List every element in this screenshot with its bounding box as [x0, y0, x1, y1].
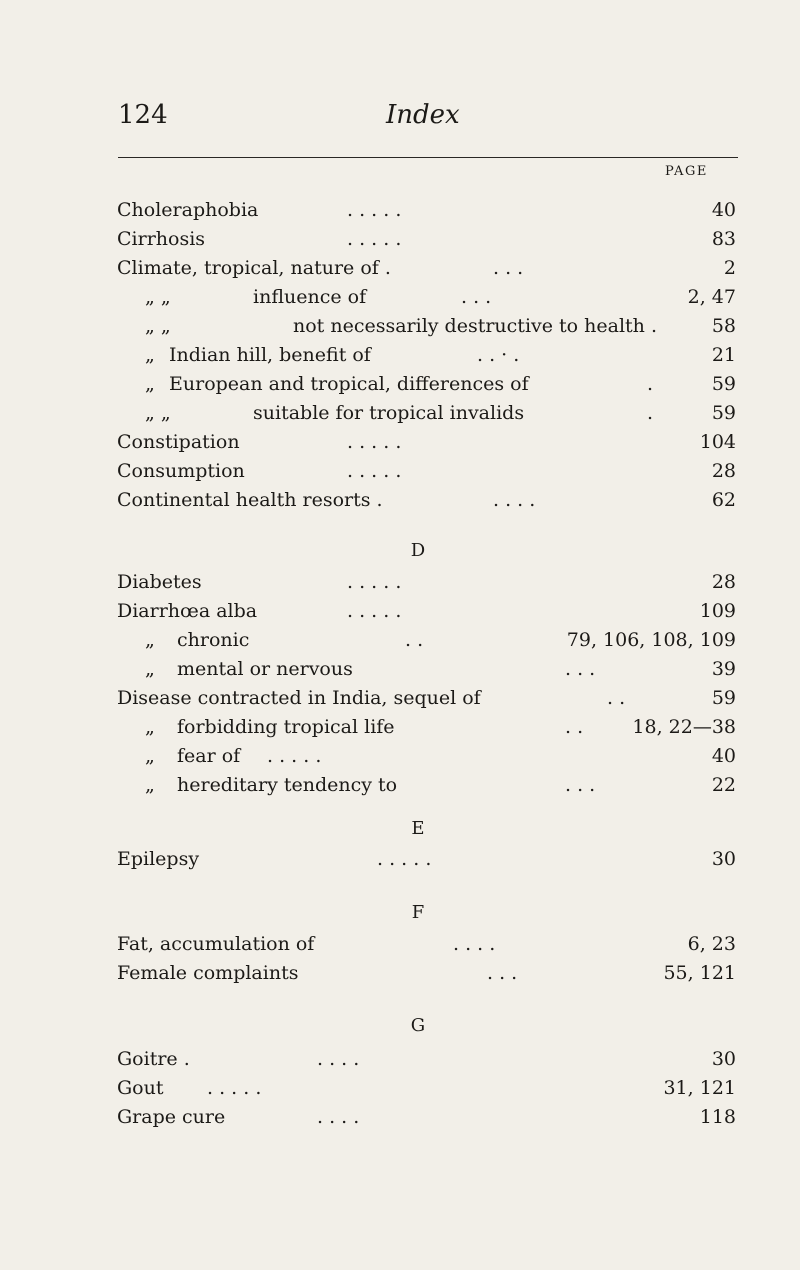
page-column-label: PAGE — [665, 164, 708, 179]
entry-label: suitable for tropical invalids — [253, 402, 525, 424]
leader-dots: . . . . . — [347, 199, 402, 221]
leader-dots: . . · . — [477, 344, 520, 366]
entry-label: not necessarily destructive to health . — [293, 315, 657, 337]
entry-page: 31, 121 — [663, 1077, 736, 1099]
index-entry — [117, 684, 736, 712]
running-title: Index — [386, 100, 460, 130]
entry-page: 39 — [711, 658, 736, 680]
entry-label: Constipation — [117, 431, 240, 453]
ditto-mark: „ — [145, 629, 155, 651]
index-entry — [117, 771, 736, 799]
leader-dots: . . . . — [317, 1048, 360, 1070]
index-entry — [117, 283, 736, 311]
leader-dots: . — [647, 373, 654, 395]
leader-dots: . . . — [565, 658, 596, 680]
entry-label: Continental health resorts . — [117, 489, 383, 511]
index-entry — [117, 341, 736, 369]
leader-dots: . . . . . — [347, 460, 402, 482]
leader-dots: . . . . . — [377, 848, 432, 870]
entry-label: Diarrhœa alba — [117, 600, 258, 622]
section-letter-d: D — [410, 540, 426, 561]
leader-dots: . . . — [565, 774, 596, 796]
index-entry — [117, 845, 736, 873]
leader-dots: . . — [607, 687, 626, 709]
leader-dots: . . . — [493, 257, 524, 279]
index-entry — [117, 486, 736, 514]
section-letter-f: F — [411, 902, 425, 923]
ditto-mark: „ „ — [145, 402, 171, 424]
leader-dots: . . . . . — [347, 571, 402, 593]
entry-label: Disease contracted in India, sequel of — [117, 687, 481, 709]
entry-label: Fat, accumulation of — [117, 933, 315, 955]
entry-page: 59 — [711, 373, 736, 395]
ditto-mark: „ — [145, 774, 155, 796]
ditto-mark: „ — [145, 658, 155, 680]
entry-label: chronic — [177, 629, 250, 651]
leader-dots: . . . . . — [267, 745, 322, 767]
entry-label: hereditary tendency to — [177, 774, 398, 796]
entry-label: Diabetes — [117, 571, 202, 593]
leader-dots: . . . . . — [207, 1077, 262, 1099]
section-letter-g: G — [410, 1015, 426, 1036]
index-entry — [117, 254, 736, 282]
index-entry — [117, 742, 736, 770]
entry-label: forbidding tropical life — [177, 716, 395, 738]
entry-page: 118 — [699, 1106, 736, 1128]
ditto-mark: „ „ — [145, 286, 171, 308]
entry-page: 62 — [711, 489, 736, 511]
leader-dots: . . . . . — [347, 228, 402, 250]
index-entry — [117, 399, 736, 427]
entry-page: 22 — [711, 774, 736, 796]
entry-label: Gout — [117, 1077, 164, 1099]
index-entry — [117, 713, 736, 741]
entry-page: 30 — [711, 848, 736, 870]
leader-dots: . . . . — [493, 489, 536, 511]
entry-page: 79, 106, 108, 109 — [566, 629, 736, 651]
index-entry — [117, 370, 736, 398]
index-entry — [117, 597, 736, 625]
entry-page: 2, 47 — [687, 286, 736, 308]
ditto-mark: „ — [145, 745, 155, 767]
entry-page: 2 — [723, 257, 736, 279]
entry-page: 59 — [711, 687, 736, 709]
leader-dots: . . . . — [453, 933, 496, 955]
ditto-mark: „ — [145, 716, 155, 738]
entry-label: influence of — [253, 286, 367, 308]
index-entry — [117, 196, 736, 224]
ditto-mark: „ „ — [145, 315, 171, 337]
entry-page: 40 — [711, 745, 736, 767]
leader-dots: . . . — [461, 286, 492, 308]
index-entry — [117, 225, 736, 253]
leader-dots: . . . — [487, 962, 518, 984]
entry-page: 104 — [699, 431, 736, 453]
entry-label: Epilepsy — [117, 848, 200, 870]
index-entry — [117, 312, 736, 340]
entry-page: 21 — [711, 344, 736, 366]
leader-dots: . . — [565, 716, 584, 738]
ditto-mark: „ — [145, 373, 155, 395]
entry-label: Grape cure — [117, 1106, 226, 1128]
leader-dots: . . — [405, 629, 424, 651]
entry-label: Female complaints — [117, 962, 299, 984]
index-entry — [117, 1103, 736, 1131]
entry-page: 28 — [711, 460, 736, 482]
index-entry — [117, 428, 736, 456]
section-letter-e: E — [411, 818, 425, 839]
entry-page: 55, 121 — [663, 962, 736, 984]
index-entry — [117, 655, 736, 683]
entry-label: Consumption — [117, 460, 245, 482]
leader-dots: . . . . . — [347, 431, 402, 453]
page-number: 124 — [118, 100, 168, 130]
index-entry — [117, 568, 736, 596]
leader-dots: . . . . . — [347, 600, 402, 622]
index-entry — [117, 626, 736, 654]
entry-page: 83 — [711, 228, 736, 250]
entry-label: Climate, tropical, nature of . — [117, 257, 391, 279]
entry-label: Choleraphobia — [117, 199, 259, 221]
entry-page: 6, 23 — [687, 933, 736, 955]
leader-dots: . . . . — [317, 1106, 360, 1128]
entry-label: Cirrhosis — [117, 228, 206, 250]
entry-label: mental or nervous — [177, 658, 353, 680]
entry-label: Goitre . — [117, 1048, 190, 1070]
entry-page: 109 — [699, 600, 736, 622]
entry-page: 40 — [711, 199, 736, 221]
page-header — [118, 100, 718, 140]
entry-page: 30 — [711, 1048, 736, 1070]
ditto-mark: „ — [145, 344, 155, 366]
header-rule — [118, 157, 738, 158]
index-entry — [117, 930, 736, 958]
entry-page: 18, 22—38 — [632, 716, 736, 738]
entry-label: European and tropical, differences of — [169, 373, 529, 395]
index-entry — [117, 1074, 736, 1102]
entry-page: 28 — [711, 571, 736, 593]
index-entry — [117, 959, 736, 987]
entry-label: fear of — [177, 745, 241, 767]
index-entry — [117, 457, 736, 485]
entry-page: 58 — [711, 315, 736, 337]
entry-label: Indian hill, benefit of — [169, 344, 371, 366]
entry-page: 59 — [711, 402, 736, 424]
index-entry — [117, 1045, 736, 1073]
leader-dots: . — [647, 402, 654, 424]
